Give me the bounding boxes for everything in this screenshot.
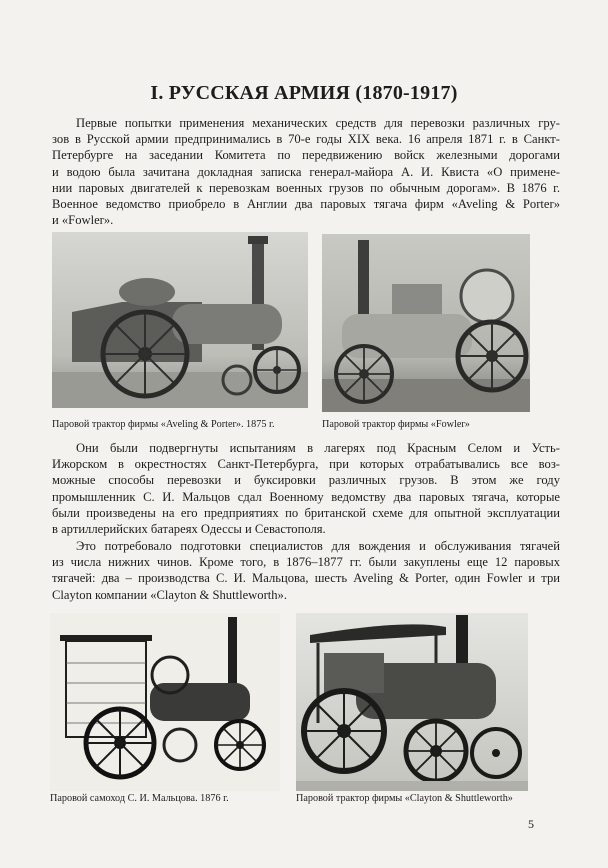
text-line: Они были подвергнуты испытаниям в лагерях под Красным Селом и Усть-: [76, 441, 560, 455]
text-line: в артиллерийских батареях Одессы и Севастополя.: [52, 522, 326, 537]
text-line: зов в Русской армии предпринимались в 70-е годы XIX века. 16 апреля 1871 г. в Санкт-: [52, 132, 560, 147]
paragraph-training: [52, 538, 560, 603]
text-line: Петербурге на заседании Комитета по передвижению войск железными дорогами: [52, 148, 560, 163]
text-line: Это потребовало подготовки специалистов для вождения и обслуживания тягачей: [76, 539, 560, 553]
text-line: тягачей: два – производства С. И. Мальцова, шесть Aveling & Porter, один Fowler и три: [52, 571, 560, 586]
text-line: Первые попытки применения механических средств для перевозки различных гру-: [76, 116, 560, 130]
text-line: Военное ведомство приобрело в Англии два паровых тягача фирм «Aveling & Porter»: [52, 197, 560, 212]
text-line: из числа нижних чинов. Кроме того, в 1876–1877 гг. были закуплены еще 12 паровых: [52, 555, 560, 570]
text-line: промышленник С. И. Мальцов сдал Военному ведомству два паровых тягача, которые: [52, 489, 560, 504]
text-line: и «Fowler».: [52, 213, 114, 228]
text-line: Clayton компании «Clayton & Shuttleworth».: [52, 587, 288, 602]
photo-fowler: [322, 234, 530, 412]
caption-aveling-porter: Паровой трактор фирмы «Aveling & Porter». 1875 г.: [52, 419, 275, 430]
caption-clayton-shuttleworth: Паровой трактор фирмы «Clayton & Shuttleworth»: [296, 793, 513, 804]
text-line: были произведены на его предприятиях по британской схеме для опытной эксплуатации: [52, 505, 560, 520]
paragraph-trials: [52, 440, 560, 537]
paragraph-intro: [52, 115, 560, 228]
page-number: 5: [528, 817, 534, 831]
photo-clayton-shuttleworth: [296, 613, 528, 791]
photo-aveling-porter: [52, 232, 308, 408]
text-line: можные способы перевозки и буксировки различных грузов. В этом же году: [52, 473, 560, 488]
text-line: Ижорском в окрестностях Санкт-Петербурга, при которых отрабатывались все воз-: [52, 457, 560, 472]
text-line: нии паровых двигателей к перевозкам военных грузов по обычным дорогам». В 1876 г.: [52, 180, 560, 195]
caption-fowler: Паровой трактор фирмы «Fowler»: [322, 419, 470, 430]
text-line: и водою была зачитана докладная записка генерал-майора А. И. Квиста «О примене-: [52, 164, 560, 179]
drawing-maltsov-steam-vehicle: [50, 613, 280, 791]
caption-maltsov: Паровой самоход С. И. Мальцова. 1876 г.: [50, 793, 229, 804]
chapter-title: I. РУССКАЯ АРМИЯ (1870-1917): [150, 82, 458, 104]
